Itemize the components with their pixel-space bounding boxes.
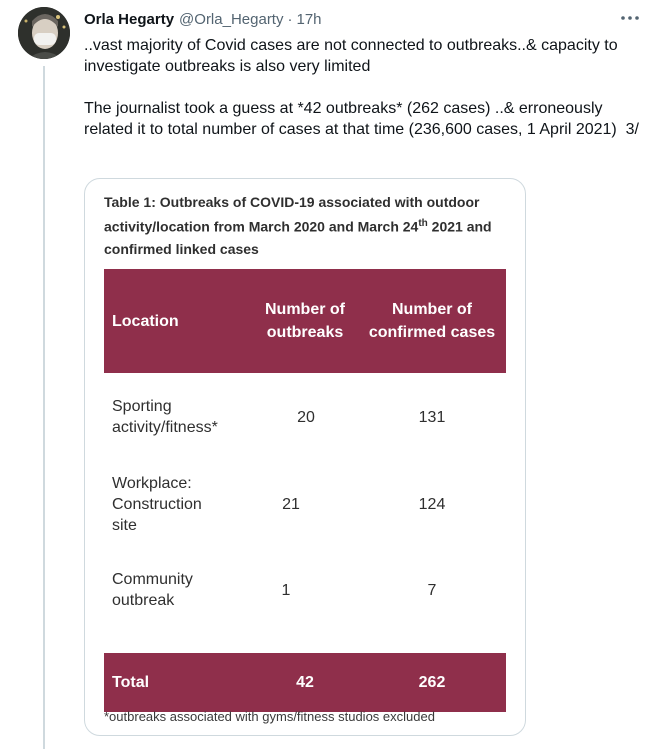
more-options-button[interactable] [618,8,642,28]
table-row [104,457,506,551]
column-header-outbreaks: Number of outbreaks [265,301,345,341]
total-cases: 262 [418,673,446,691]
author-handle[interactable]: @Orla_Hegarty [179,10,284,28]
separator-dot: · [287,10,293,28]
column-header-location: Location [112,312,179,330]
table-row [104,373,506,457]
ellipsis-icon [620,14,640,22]
table-row [104,551,506,629]
cell-cases: 124 [418,495,446,513]
thread-line [43,66,45,749]
cell-cases: 7 [427,581,437,599]
table-footnote: *outbreaks associated with gyms/fitness studios excluded [104,709,435,724]
avatar-image [18,7,70,59]
total-label: Total [112,673,150,691]
cell-location: Community outbreak [112,571,193,609]
timestamp[interactable]: 17h [296,10,322,28]
cell-location: Sporting activity/fitness* [112,398,218,436]
cell-location: Workplace: Construction site [112,474,202,534]
avatar[interactable] [18,7,70,59]
column-header-cases: Number of confirmed cases [368,301,496,341]
cell-outbreaks: 20 [297,408,315,426]
cell-cases: 131 [418,408,446,426]
outbreak-table [104,269,506,712]
cell-outbreaks: 21 [282,495,300,513]
tweet-image[interactable] [84,178,526,736]
tweet-text: ..vast majority of Covid cases are not connected to outbreaks..& capacity to investigate outbreaks is also very limited The journalist took a guess at *42 outbreaks* (262 cases) ..& erroneously related it to total number of cases at that time (236,600 cases, 1 April 2021) 3/ [84,37,639,138]
total-outbreaks: 42 [296,673,314,691]
author-name[interactable]: Orla Hegarty [84,10,175,28]
table-total-row [104,653,506,712]
tweet-header [84,9,322,29]
cell-outbreaks: 1 [281,581,291,599]
table-title: Table 1: Outbreaks of COVID-19 associated with outdoor activity/location from March 2020 and March 24th 2021 and confirmed linked cases [104,194,492,257]
table-header-row [104,269,506,373]
